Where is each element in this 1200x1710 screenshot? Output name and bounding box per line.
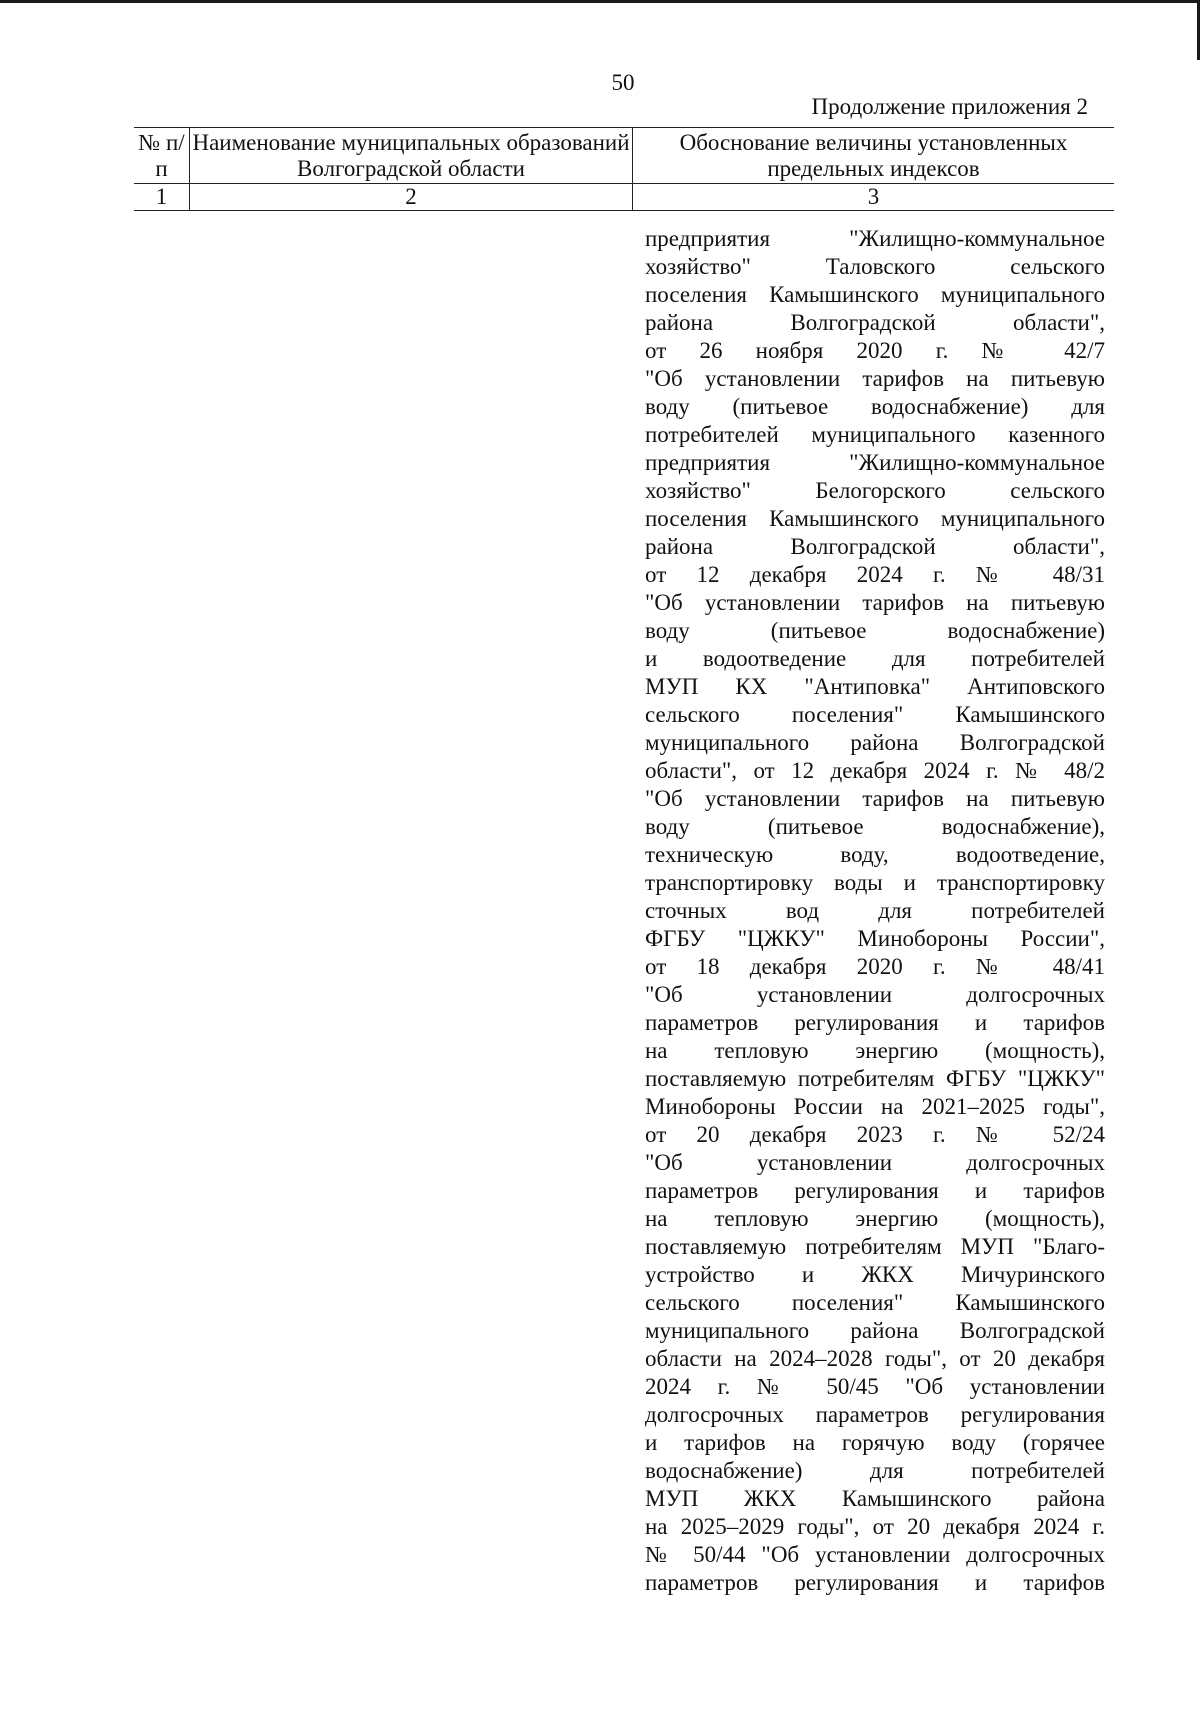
text-line: транспортировку воды и транспортировку [645, 870, 1105, 895]
justification-text [645, 225, 1105, 1597]
text-line: "Об установлении тарифов на питьевую [645, 786, 1105, 811]
text-line: района Волгоградской области", [645, 310, 1105, 335]
text-line: и тарифов на горячую воду (горячее [645, 1430, 1105, 1455]
text-line: воду (питьевое водоснабжение), [645, 814, 1105, 839]
text-line: муниципального района Волгоградской [645, 1318, 1105, 1343]
column-number-1: 1 [134, 184, 190, 211]
text-line: потребителей муниципального казенного [645, 422, 1105, 447]
text-line: от 12 декабря 2024 г. № 48/31 [645, 562, 1105, 587]
document-table [134, 127, 1114, 211]
text-line: на тепловую энергию (мощность), [645, 1206, 1105, 1231]
scan-edge-top [0, 0, 1200, 3]
header-justification: Обоснование величины установленных предельных индексов [633, 128, 1115, 184]
text-line: на тепловую энергию (мощность), [645, 1038, 1105, 1063]
text-line: водоснабжение) для потребителей [645, 1458, 1105, 1483]
text-line: района Волгоградской области", [645, 534, 1105, 559]
text-line: предприятия "Жилищно-коммунальное [645, 450, 1105, 475]
text-line: поставляемую потребителям МУП "Благо- [645, 1234, 1105, 1259]
text-line: "Об установлении долгосрочных [645, 982, 1105, 1007]
text-line: воду (питьевое водоснабжение) для [645, 394, 1105, 419]
text-line: сельского поселения" Камышинского [645, 702, 1105, 727]
text-line: от 26 ноября 2020 г. № 42/7 [645, 338, 1105, 363]
text-line: области", от 12 декабря 2024 г. № 48/2 [645, 758, 1105, 783]
column-number-row [134, 184, 1114, 211]
text-line: Минобороны России на 2021–2025 годы", [645, 1094, 1105, 1119]
text-line: устройство и ЖКХ Мичуринского [645, 1262, 1105, 1287]
text-line: № 50/44 "Об установлении долгосрочных [645, 1542, 1105, 1567]
text-line: муниципального района Волгоградской [645, 730, 1105, 755]
text-line: от 20 декабря 2023 г. № 52/24 [645, 1122, 1105, 1147]
text-line: долгосрочных параметров регулирования [645, 1402, 1105, 1427]
text-line: хозяйство" Белогорского сельского [645, 478, 1105, 503]
text-line: сточных вод для потребителей [645, 898, 1105, 923]
text-line: ФГБУ "ЦЖКУ" Минобороны России", [645, 926, 1105, 951]
header-municipality: Наименование муниципальных образований Волгоградской области [190, 128, 633, 184]
text-line: поставляемую потребителям ФГБУ "ЦЖКУ" [645, 1066, 1105, 1091]
header-number: № п/п [134, 128, 190, 184]
text-line: области на 2024–2028 годы", от 20 декабря [645, 1346, 1105, 1371]
table-header-row [134, 128, 1114, 184]
text-line: параметров регулирования и тарифов [645, 1570, 1105, 1595]
text-line: на 2025–2029 годы", от 20 декабря 2024 г. [645, 1514, 1105, 1539]
page-number: 50 [611, 70, 635, 95]
text-line: хозяйство" Таловского сельского [645, 254, 1105, 279]
text-line: поселения Камышинского муниципального [645, 282, 1105, 307]
text-line: 2024 г. № 50/45 "Об установлении [645, 1374, 1105, 1399]
continuation-label: Продолжение приложения 2 [811, 94, 1088, 119]
column-number-3: 3 [633, 184, 1115, 211]
text-line: параметров регулирования и тарифов [645, 1010, 1105, 1035]
text-line: и водоотведение для потребителей [645, 646, 1105, 671]
text-line: "Об установлении долгосрочных [645, 1150, 1105, 1175]
column-number-2: 2 [190, 184, 633, 211]
text-line: поселения Камышинского муниципального [645, 506, 1105, 531]
text-line: "Об установлении тарифов на питьевую [645, 590, 1105, 615]
text-line: МУП КХ "Антиповка" Антиповского [645, 674, 1105, 699]
text-line: от 18 декабря 2020 г. № 48/41 [645, 954, 1105, 979]
text-line: предприятия "Жилищно-коммунальное [645, 226, 1105, 251]
text-line: сельского поселения" Камышинского [645, 1290, 1105, 1315]
text-line: воду (питьевое водоснабжение) [645, 618, 1105, 643]
text-line: параметров регулирования и тарифов [645, 1178, 1105, 1203]
text-line: техническую воду, водоотведение, [645, 842, 1105, 867]
text-line: МУП ЖКХ Камышинского района [645, 1486, 1105, 1511]
text-line: "Об установлении тарифов на питьевую [645, 366, 1105, 391]
